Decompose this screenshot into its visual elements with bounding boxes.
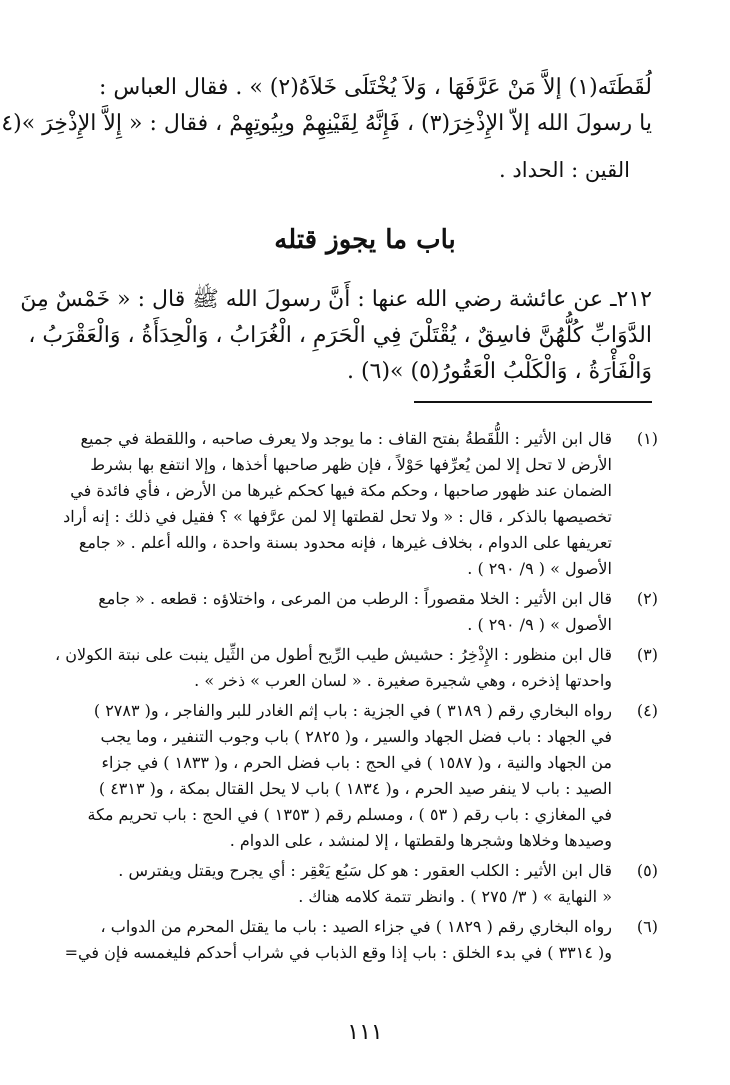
- text-line: وَالْفَأْرَةُ ، وَالْكَلْبُ الْعَقُورُ(٥) »(٦) .: [347, 359, 652, 384]
- footnote-line: من الجهاد والنية ، و( ١٥٨٧ ) في الحج : باب فضل الحرم ، و( ١٨٣٣ ) في جزاء: [101, 753, 612, 772]
- footnote-number: (٦): [636, 917, 658, 936]
- hadith-continuation: [1, 70, 652, 142]
- footnote-divider: [414, 401, 652, 403]
- footnote-line: وصيدها وخلاها وشجرها ولقطتها ، إلا لمنشد ، على الدوام .: [229, 831, 612, 850]
- footnote-1: [63, 426, 658, 582]
- footnote-number: (٤): [636, 701, 658, 720]
- footnote-line: تعريفها على الدوام ، بخلاف غيرها ، فإنه محدود بسنة واحدة ، والله أعلم . « جامع: [78, 533, 612, 552]
- footnote-line: في الجهاد : باب فضل الجهاد والسير ، و( ٢٨٢٥ ) باب وجوب التنفير ، وما يجب: [100, 727, 612, 746]
- footnote-line: في المغازي : باب رقم ( ٥٣ ) ، ومسلم رقم ( ١٣٥٣ ) في الحج : باب تحريم مكة: [87, 805, 612, 824]
- footnote-line: الأرض لا تحل إلا لمن يُعرِّفها حَوْلاً ، فإن ظهر صاحبها أخذها ، وإلا انتفع بها بشرط: [90, 455, 612, 474]
- footnote-line: رواه البخاري رقم ( ٣١٨٩ ) في الجزية : باب إثم الغادر للبر والفاجر ، و( ٢٧٨٣ ): [93, 701, 612, 720]
- footnote-number: (٥): [636, 861, 658, 880]
- footnote-line: قال ابن الأثير : اللُّقَطةُ بفتح القاف : ما يوجد ولا يعرف صاحبه ، واللقطة في جميع: [80, 429, 612, 448]
- footnote-line: قال ابن منظور : الإِذْخِرُ : حشيش طيب الرِّيح أطول من الثِّيل ينبت على نبتة الكولان ،: [55, 645, 612, 664]
- footnote-line: الضمان عند ظهور صاحبها ، وحكم مكة فيها كحكم غيرها من الأرض ، فأي فائدة في: [70, 481, 612, 500]
- footnote-line: رواه البخاري رقم ( ١٨٢٩ ) في جزاء الصيد : باب ما يقتل المحرم من الدواب ،: [100, 917, 612, 936]
- footnote-4: [68, 698, 658, 854]
- footnote-3: [55, 642, 658, 694]
- qayn-definition: القين : الحداد .: [499, 158, 630, 182]
- footnote-line: الصيد : باب لا ينفر صيد الحرم ، و( ١٨٣٤ ) باب لا يحل القتال بمكة ، و( ٤٣١٣ ): [98, 779, 612, 798]
- footnotes: [55, 426, 658, 970]
- hadith-212: [20, 282, 652, 390]
- footnote-line: تخصيصها بالذكر ، قال : « ولا تحل لقطتها إلا لمن عرَّفها » ؟ فقيل في ذلك : إنه أراد: [63, 507, 612, 526]
- footnote-number: (١): [636, 429, 658, 448]
- footnote-line: الأصول » ( ٩/ ٢٩٠ ) .: [467, 559, 612, 578]
- text-line: يا رسولَ الله إلاّ الإِذْخِرَ(٣) ، فَإِنَّهُ لِقَيْنِهِمْ وبِيُوتِهِمْ ، فقال : « إِلاَّ الإِذْخِرَ »(٤: [1, 111, 652, 136]
- page-number: ١١١: [347, 1020, 383, 1045]
- text-line: الدَّوَابِّ كُلُّهُنَّ فاسِقٌ ، يُقْتَلْنَ فِي الْحَرَمِ ، الْغُرَابُ ، وَالْحِدَأَةُ ، وَالْعَقْرَبُ ،: [28, 323, 652, 348]
- text-line: ٢١٢ـ عن عائشة رضي الله عنها : أَنَّ رسولَ الله ﷺ قال : « خَمْسٌ مِنَ: [20, 287, 652, 312]
- footnote-line: قال ابن الأثير : الخلا مقصوراً : الرطب من المرعى ، واختلاؤه : قطعه . « جامع: [98, 589, 612, 608]
- footnote-line: « النهاية » ( ٣/ ٢٧٥ ) . وانظر تتمة كلامه هناك .: [298, 887, 612, 906]
- footnote-6: [64, 914, 658, 966]
- footnote-line: و( ٣٣١٤ ) في بدء الخلق : باب إذا وقع الذباب في شراب أحدكم فليغمسه فإن في=: [64, 943, 612, 962]
- footnote-number: (٢): [636, 589, 658, 608]
- footnote-line: واحدتها إذخره ، وهي شجيرة صغيرة . « لسان العرب » ذخر » .: [194, 671, 612, 690]
- chapter-title: باب ما يجوز قتله: [274, 225, 456, 255]
- footnote-number: (٣): [636, 645, 658, 664]
- footnote-line: قال ابن الأثير : الكلب العقور : هو كل سَبُع يَعْقِر : أي يجرح ويقتل ويفترس .: [118, 861, 612, 880]
- text-line: لُقَطَتَه(١) إلاَّ مَنْ عَرَّفَهَا ، وَلاَ يُخْتَلَى خَلاَهُ(٢) » . فقال العباس :: [99, 75, 652, 100]
- footnote-5: [68, 858, 658, 910]
- footnote-2: [68, 586, 658, 638]
- footnote-line: الأصول » ( ٩/ ٢٩٠ ) .: [467, 615, 612, 634]
